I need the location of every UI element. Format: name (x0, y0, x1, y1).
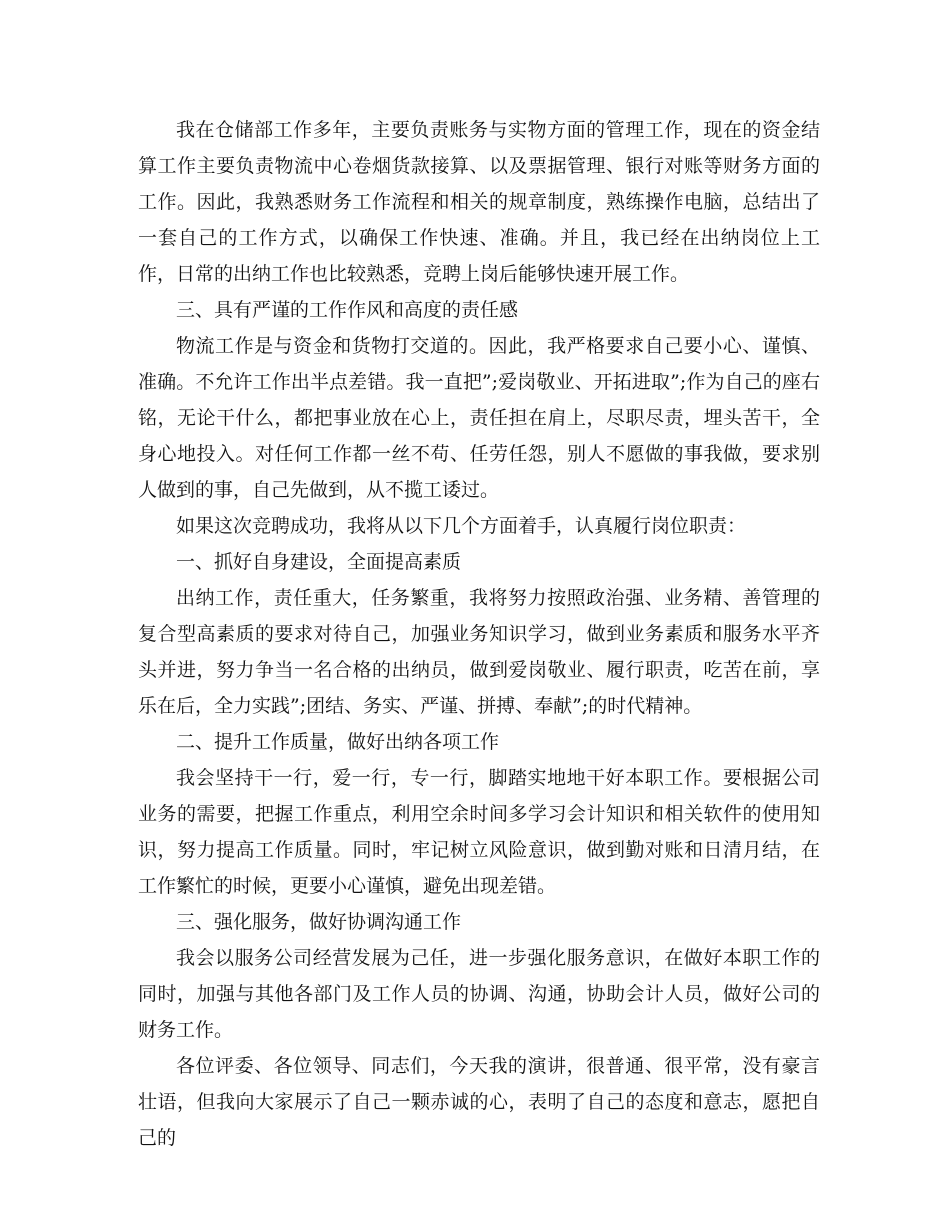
heading-self-building: 一、抓好自身建设，全面提高素质 (176, 551, 462, 573)
paragraph-work-experience: 我在仓储部工作多年，主要负责账务与实物方面的管理工作，现在的资金结算工作主要负责物流中心卷烟货款接算、以及票据管理、银行对账等财务方面的工作。因此，我熟悉财务工作流程和相关的规章制度，熟练操作电脑，总结出了一套自己的工作方式，以确保工作快速、准确。并且，我已经在出纳岗位上工作，日常的出纳工作也比较熟悉，竞聘上岗后能够快速开展工作。 (138, 119, 820, 285)
paragraph-closing: 各位评委、各位领导、同志们，今天我的演讲，很普通、很平常，没有豪言壮语，但我向大家展示了自己一颗赤诚的心，表明了自己的态度和意志，愿把自己的 (138, 1055, 820, 1149)
document-body (138, 112, 820, 1156)
paragraph-service: 我会以服务公司经营发展为己任，进一步强化服务意识，在做好本职工作的同时，加强与其他各部门及工作人员的协调、沟通，协助会计人员，做好公司的财务工作。 (138, 947, 820, 1041)
heading-work-quality: 二、提升工作质量，做好出纳各项工作 (176, 731, 500, 753)
paragraph-self-building: 出纳工作，责任重大，任务繁重，我将努力按照政治强、业务精、善管理的复合型高素质的要求对待自己，加强业务知识学习，做到业务素质和服务水平齐头并进，努力争当一名合格的出纳员，做到爱岗敬业、履行职责，吃苦在前，享乐在后，全力实践”;团结、务实、严谨、拼搏、奉献”;的时代精神。 (138, 587, 820, 717)
paragraph-plan-intro: 如果这次竞聘成功，我将从以下几个方面着手，认真履行岗位职责： (176, 515, 747, 537)
paragraph-work-quality: 我会坚持干一行，爱一行，专一行，脚踏实地地干好本职工作。要根据公司业务的需要，把握工作重点，利用空余时间多学习会计知识和相关软件的使用知识，努力提高工作质量。同时，牢记树立风险意识，做到勤对账和日清月结，在工作繁忙的时候，更要小心谨慎，避免出现差错。 (138, 767, 820, 897)
heading-service: 三、强化服务，做好协调沟通工作 (176, 911, 462, 933)
heading-responsibility: 三、具有严谨的工作作风和高度的责任感 (176, 299, 519, 321)
paragraph-responsibility: 物流工作是与资金和货物打交道的。因此，我严格要求自己要小心、谨慎、准确。不允许工作出半点差错。我一直把”;爱岗敬业、开拓进取”;作为自己的座右铭，无论干什么，都把事业放在心上，责任担在肩上，尽职尽责，埋头苦干，全身心地投入。对任何工作都一丝不苟、任劳任怨，别人不愿做的事我做，要求别人做到的事，自己先做到，从不揽工诿过。 (138, 335, 820, 501)
